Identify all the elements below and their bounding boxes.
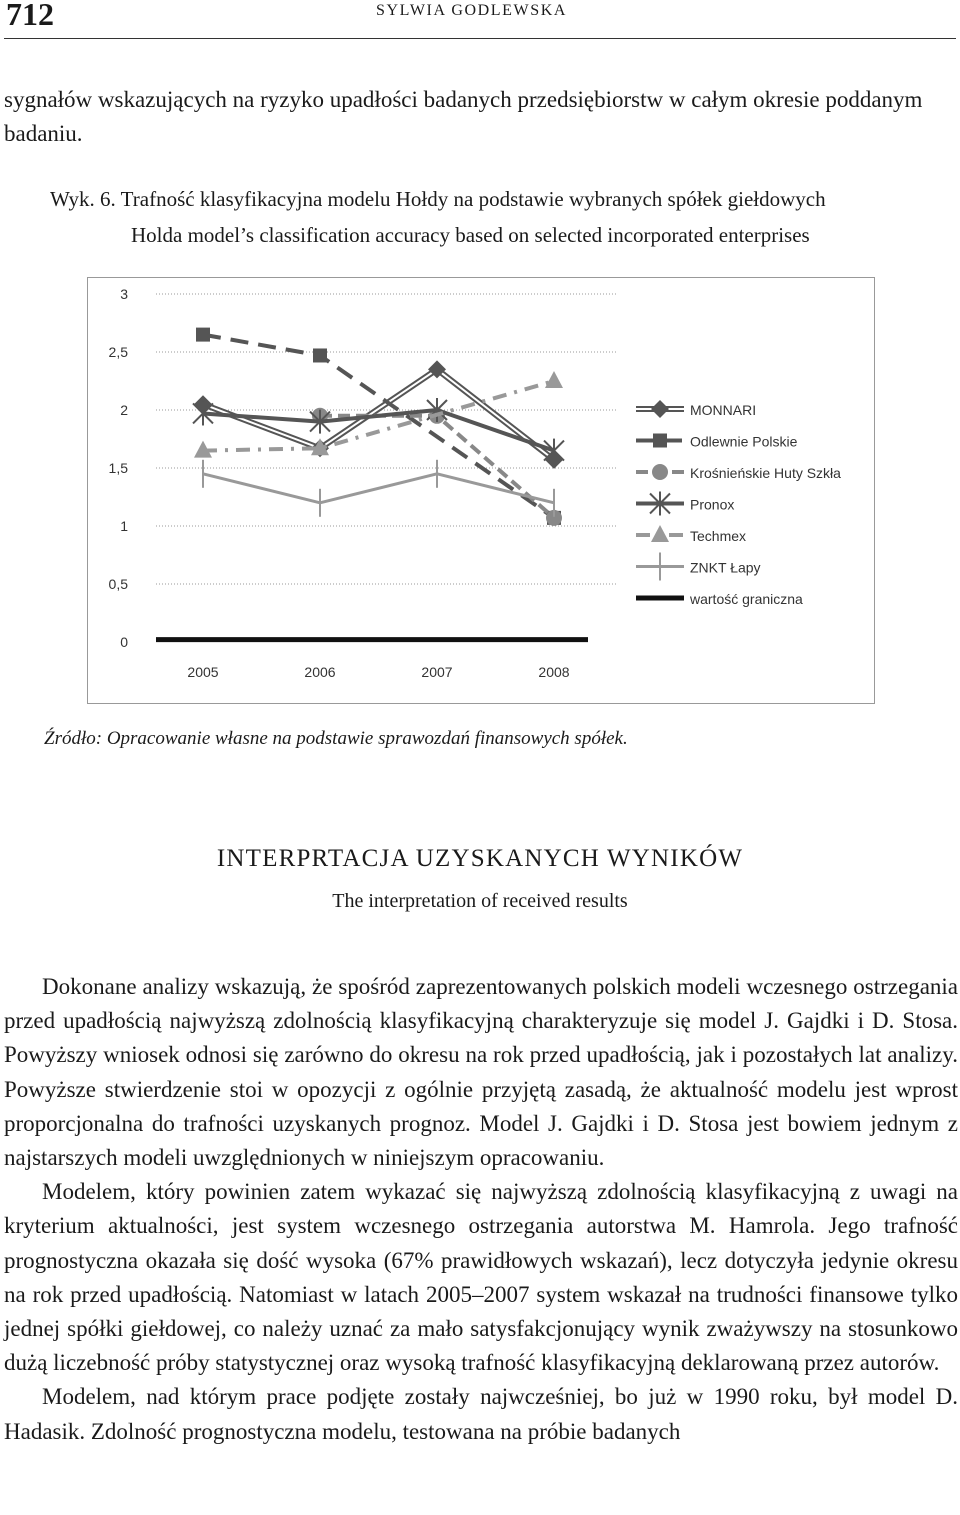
y-tick-label: 1 [120,518,128,534]
header-rule [4,38,956,39]
data-point [196,328,210,342]
running-head: SYLWIA GODLEWSKA [376,2,568,19]
data-point [544,439,564,463]
y-tick-label: 0,5 [108,576,128,592]
legend-label: Pronox [690,496,735,513]
y-tick-label: 3 [120,286,128,302]
page-number: 712 [6,0,54,32]
figure-caption-pl: Wyk. 6. Trafność klasyfikacyjna modelu Hołdy na podstawie wybranych spółek giełdowych [50,187,826,211]
legend-label: ZNKT Łapy [690,559,761,576]
y-tick-label: 2 [120,402,128,418]
legend-label: Krośnieńskie Huty Szkła [690,465,841,481]
section-subheading: The interpretation of received results [332,890,628,912]
intro-paragraph: sygnałów wskazujących na ryzyko upadłości badanych przedsiębiorstw w całym okresie poddanym badaniu. [4,87,923,146]
x-tick-label: 2008 [538,664,570,680]
legend-label: MONNARI [690,402,757,418]
series-line [203,474,554,503]
figure-caption-en: Holda model’s classification accuracy based on selected incorporated enterprises [131,223,810,247]
data-point [313,348,327,362]
section-heading: INTERPRTACJA UZYSKANYCH WYNIKÓW [216,845,744,872]
line-chart [88,278,874,703]
paragraph-1: Dokonane analizy wskazują, że spośród zaprezentowanych polskich modeli wczesnego ostrzegania przed upadłością najwyższą zdolnością klasyfikacyjną charakteryzuje się model J. Gajdki i D. Stosa. Powyższy wniosek odnosi się zarówno do okresu na rok przed upadłością, jak i pozostałych lat analizy. Powyższe stwierdzenie stoi w opozycji z ogólnie przyjętą zasadą, że aktualność modelu jest wprost proporcjonalna do trafności uzyskanych prognoz. Model J. Gajdki i D. Stosa jest bowiem jednym z najstarszych modeli uwzględnionych w niniejszym opracowaniu. [4,974,958,1171]
x-tick-label: 2005 [187,664,219,680]
data-point [653,434,667,448]
x-tick-label: 2007 [421,664,453,680]
paragraph-3: Modelem, nad którym prace podjęte zostały najwcześniej, bo już w 1990 roku, był model D. Hadasik. Zdolność prognostyczna modelu, testowana na próbie badanych [4,1384,958,1444]
paragraph-2: Modelem, który powinien zatem wykazać się najwyższą zdolnością klasyfikacyjną z uwagi na kryterium aktualności, jest system wczesnego ostrzegania autorstwa M. Hamrola. Jego trafność prognostyczna okazała się dość wysoka (67% prawidłowych wskazań), lecz dotyczyła jedynie okresu na rok przed upadłością. Natomiast w latach 2005–2007 system wskazał na trudności finansowe tylko jednej spółki giełdowej, co należy uznać za mało satysfakcjonujący wynik zważywszy na stosunkowo dużą liczebność próby statystycznej oraz wysoką trafność klasyfikacyjną deklarowaną przez autorów. [4,1179,958,1376]
legend-label: wartość graniczna [690,591,803,607]
y-tick-label: 2,5 [108,344,128,360]
data-point [652,464,668,480]
legend-label: Techmex [690,528,747,544]
data-point [651,400,669,418]
chart-frame [87,277,875,704]
y-tick-label: 1,5 [108,460,128,476]
body-text [4,970,958,1449]
data-point [651,525,669,542]
x-tick-label: 2006 [304,664,336,680]
figure-source: Źródło: Opracowanie własne na podstawie sprawozdań finansowych spółek. [44,728,628,749]
y-tick-label: 0 [120,634,128,650]
data-point [545,371,563,388]
legend-label: Odlewnie Polskie [690,433,798,450]
